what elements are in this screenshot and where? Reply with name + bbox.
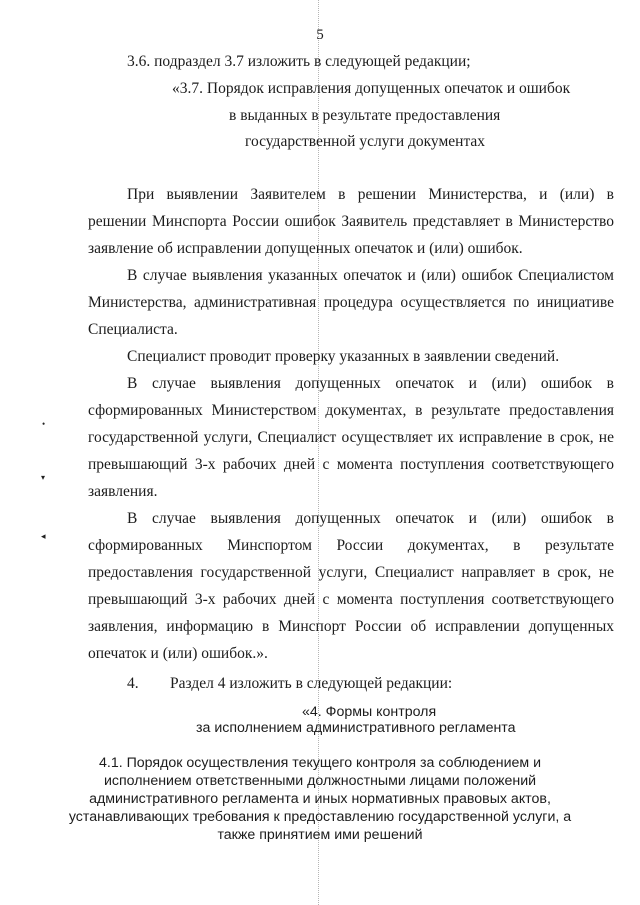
paragraph-line: В случае выявления допущенных опечаток и (или) ошибок в	[127, 510, 614, 527]
paragraph-line: Специалиста.	[88, 321, 178, 338]
paragraph-line: сформированных Министерством документах, в результате предоставления	[88, 402, 614, 419]
paragraph-line: государственной услуги, Специалист осуществляет их исправление в срок, не	[88, 429, 614, 446]
scan-speck: ▾	[41, 473, 46, 482]
section-3-7-title-line: «3.7. Порядок исправления допущенных опечаток и ошибок	[172, 80, 571, 97]
paragraph-line: В случае выявления указанных опечаток и (или) ошибок Специалистом	[127, 267, 614, 284]
section-3-7-title-line: в выданных в результате предоставления	[229, 107, 501, 124]
section-3-7-title-line: государственной услуги документах	[245, 133, 486, 150]
section-4-1-title-line: исполнением ответственными должностными лицами положений	[103, 773, 537, 789]
scan-speck: •	[42, 419, 46, 429]
item-3-6: 3.6. подраздел 3.7 изложить в следующей редакции;	[127, 53, 471, 70]
section-4-1-title-line: 4.1. Порядок осуществления текущего контроля за соблюдением и	[98, 755, 542, 771]
paragraph-line: Министерства, административная процедура осуществляется по инициативе	[88, 294, 614, 311]
paragraph-line: При выявлении Заявителем в решении Министерства, и (или) в	[127, 186, 614, 203]
page-number: 5	[316, 27, 324, 43]
section-4-1-title-line: устанавливающих требования к предоставлению государственной услуги, а	[68, 809, 572, 825]
section-4-title-line: за исполнением административного регламента	[196, 720, 516, 736]
section-4-title-line: «4. Формы контроля	[302, 704, 437, 720]
paragraph-line: заявления, информацию в Минспорт России об исправлении допущенных	[88, 618, 614, 635]
paragraph-line: заявление об исправлении допущенных опечаток и (или) ошибок.	[88, 240, 523, 257]
item-4-number: 4.	[127, 675, 139, 692]
item-4-text: Раздел 4 изложить в следующей редакции:	[170, 675, 453, 692]
paragraph-line: решении Минспорта России ошибок Заявитель представляет в Министерство	[88, 213, 614, 230]
paragraph-line: Специалист проводит проверку указанных в заявлении сведений.	[127, 348, 560, 365]
paragraph-line: превышающий 3-х рабочих дней с момента поступления соответствующего	[88, 456, 614, 473]
section-4-1-title-line: также принятием ими решений	[217, 827, 423, 843]
paragraph-line: опечаток и (или) ошибок.».	[88, 645, 268, 662]
paragraph-line: предоставления государственной услуги, Специалист направляет в срок, не	[88, 564, 614, 581]
paragraph-line: В случае выявления допущенных опечаток и (или) ошибок в	[127, 375, 614, 392]
section-4-1-title-line: административного регламента и иных нормативных правовых актов,	[89, 791, 551, 807]
scan-speck: ◂	[41, 531, 46, 541]
paragraph-line: превышающий 3-х рабочих дней с момента поступления соответствующего	[88, 591, 614, 608]
paragraph-line: заявления.	[88, 483, 158, 500]
paragraph-line: сформированных Минспортом России документах, в результате	[88, 537, 614, 554]
